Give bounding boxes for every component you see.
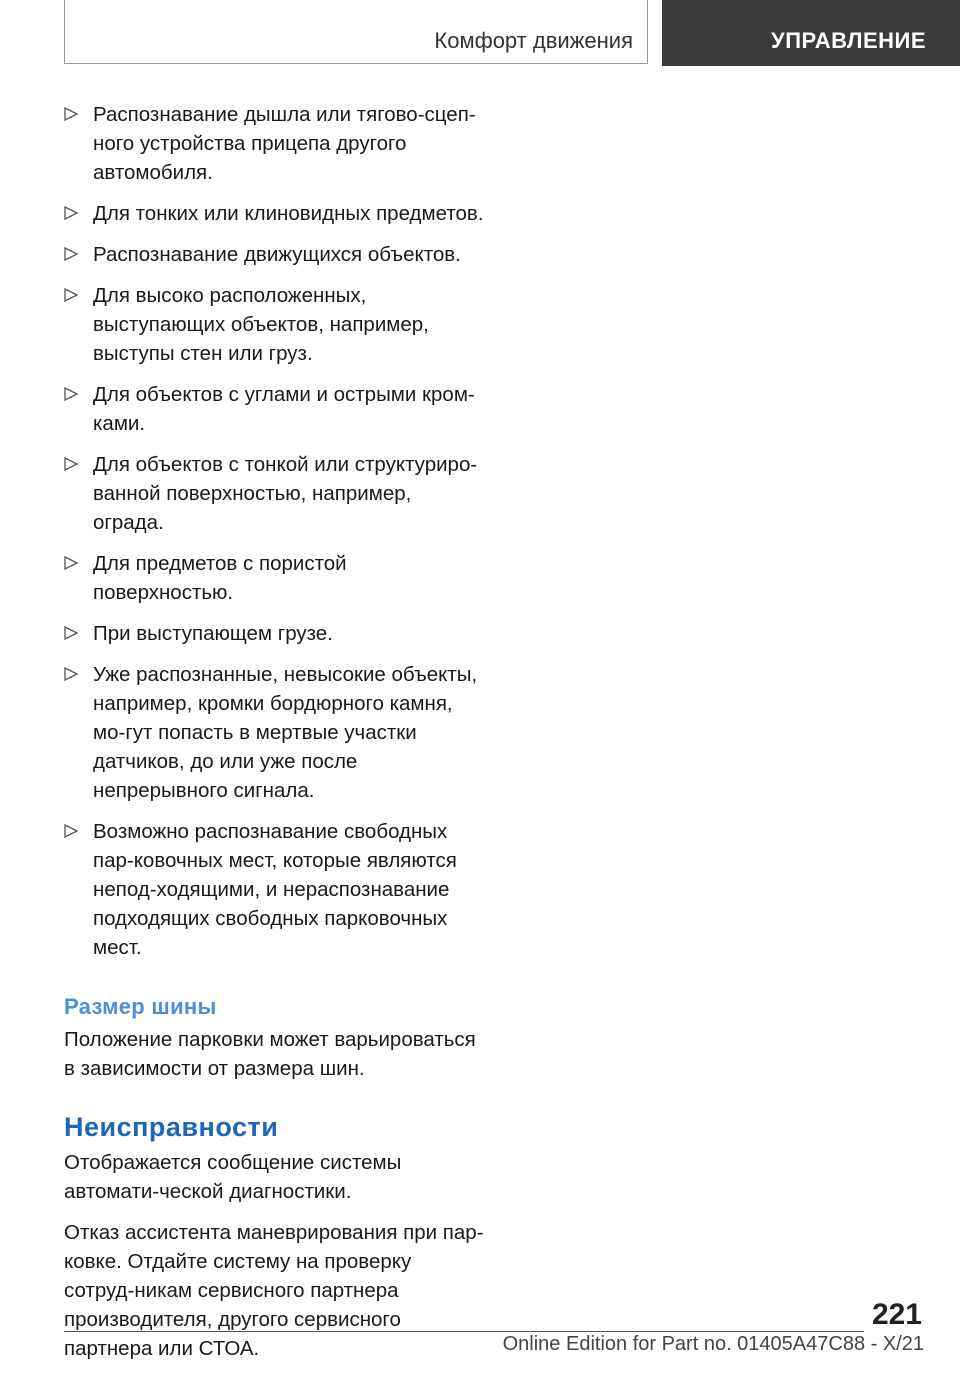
- list-item: [64, 240, 484, 269]
- triangle-bullet-icon: [64, 667, 78, 681]
- bullet-text: Для высоко расположенных, выступающих объектов, например, выступы стен или груз.: [93, 284, 429, 365]
- list-item: [64, 619, 484, 648]
- list-item: [64, 450, 484, 537]
- list-item: [64, 660, 484, 805]
- header-section-title: Комфорт движения: [434, 28, 633, 53]
- triangle-bullet-icon: [64, 288, 78, 302]
- list-item: [64, 549, 484, 607]
- triangle-bullet-icon: [64, 387, 78, 401]
- triangle-bullet-icon: [64, 107, 78, 121]
- bullet-text: Распознавание дышла или тягово-сцеп-ного устройства прицепа другого автомобиля.: [93, 103, 476, 184]
- header-chapter-box: [662, 0, 960, 66]
- triangle-bullet-icon: [64, 247, 78, 261]
- header-section-box: [64, 0, 648, 64]
- bullet-text: Уже распознанные, невысокие объекты, например, кромки бордюрного камня, мо-гут попасть в мертвые участки датчиков, до или уже после непрерывного сигнала.: [93, 663, 478, 802]
- bullet-text: Распознавание движущихся объектов.: [93, 243, 461, 266]
- bullet-text: При выступающем грузе.: [93, 622, 333, 645]
- page-header: [0, 0, 960, 66]
- bullet-list: [64, 100, 484, 962]
- list-item: [64, 281, 484, 368]
- bullet-text: Возможно распознавание свободных пар-ковочных мест, которые являются непод-ходящими, и нераспознавание подходящих свободных парковочных мест.: [93, 820, 457, 959]
- list-item: [64, 817, 484, 962]
- triangle-bullet-icon: [64, 457, 78, 471]
- bullet-text: Для объектов с тонкой или структуриро-ванной поверхностью, например, ограда.: [93, 453, 478, 534]
- list-item: [64, 100, 484, 187]
- tire-size-heading: Размер шины: [64, 994, 217, 1019]
- bullet-text: Для предметов с пористой поверхностью.: [93, 552, 347, 604]
- malfunctions-heading: Неисправности: [64, 1112, 279, 1142]
- triangle-bullet-icon: [64, 626, 78, 640]
- footer-divider: [64, 1331, 864, 1332]
- bullet-text: Для тонких или клиновидных предметов.: [93, 202, 484, 225]
- page-number: 221: [871, 1298, 922, 1331]
- tire-size-text: Положение парковки может варьироваться в зависимости от размера шин.: [64, 1028, 476, 1080]
- header-chapter-title: УПРАВЛЕНИЕ: [771, 28, 926, 53]
- malfunctions-paragraph-2: Отказ ассистента маневрирования при пар-ковке. Отдайте систему на проверку сотруд-никам сервисного партнера производителя, другого сервисного партнера или СТОА.: [64, 1221, 484, 1360]
- list-item: [64, 199, 484, 228]
- main-content: [64, 100, 484, 1375]
- bullet-text: Для объектов с углами и острыми кром-ками.: [93, 383, 475, 435]
- triangle-bullet-icon: [64, 824, 78, 838]
- triangle-bullet-icon: [64, 556, 78, 570]
- footer-edition-text: Online Edition for Part no. 01405A47C88 - X/21: [502, 1333, 924, 1355]
- triangle-bullet-icon: [64, 206, 78, 220]
- malfunctions-paragraph-1: Отображается сообщение системы автомати-ческой диагностики.: [64, 1151, 402, 1203]
- list-item: [64, 380, 484, 438]
